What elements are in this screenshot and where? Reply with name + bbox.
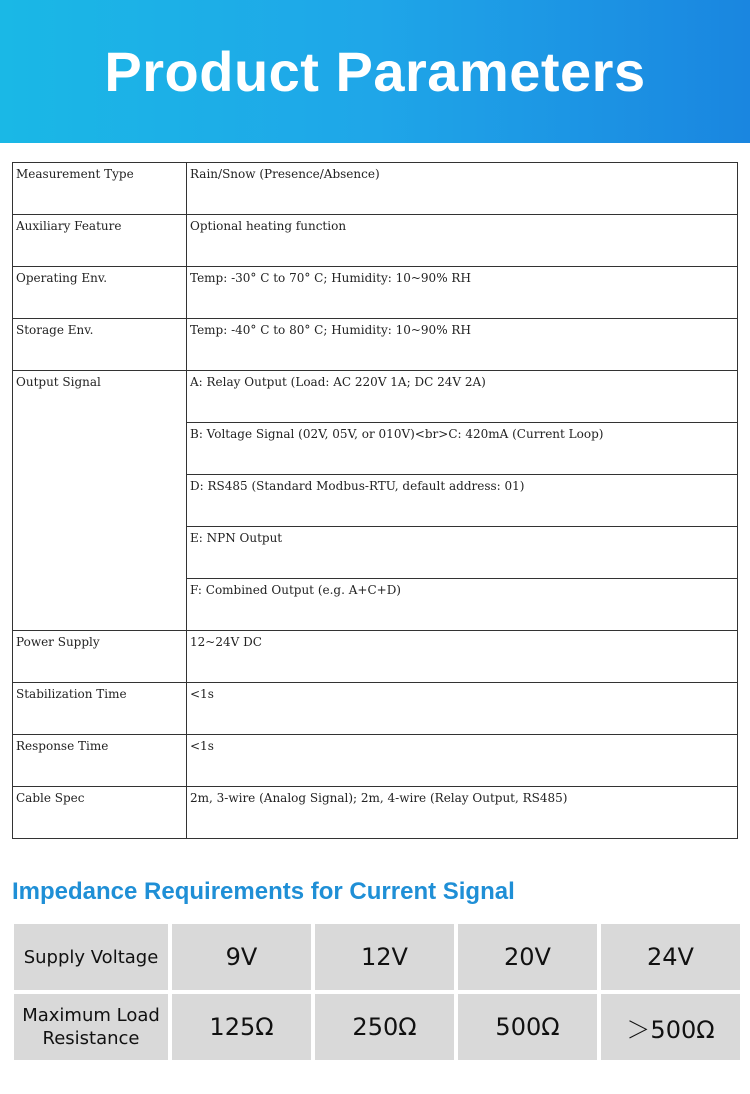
param-value: Rain/Snow (Presence/Absence) <box>187 163 738 215</box>
param-value: 2m, 3-wire (Analog Signal); 2m, 4-wire (Relay Output, RS485) <box>187 787 738 839</box>
param-value: Optional heating function <box>187 215 738 267</box>
param-value: Temp: -40° C to 80° C; Humidity: 10~90% RH <box>187 319 738 371</box>
param-value: 12~24V DC <box>187 631 738 683</box>
table-row <box>13 735 738 787</box>
param-value: <1s <box>187 683 738 735</box>
table-row <box>13 319 738 371</box>
param-value: E: NPN Output <box>187 527 738 579</box>
header-banner <box>0 0 750 143</box>
max-load-resistance-label <box>14 994 168 1060</box>
table-row <box>13 371 738 423</box>
param-value: D: RS485 (Standard Modbus-RTU, default address: 01) <box>187 475 738 527</box>
impedance-section-title: Impedance Requirements for Current Signal <box>12 878 515 905</box>
voltage-cell: 24V <box>601 924 740 990</box>
label-line: Maximum Load <box>22 1005 160 1026</box>
table-row <box>14 994 740 1060</box>
param-label: Operating Env. <box>13 267 187 319</box>
table-row <box>13 683 738 735</box>
param-value: <1s <box>187 735 738 787</box>
table-row <box>13 631 738 683</box>
param-label: Stabilization Time <box>13 683 187 735</box>
param-value: B: Voltage Signal (02V, 05V, or 010V)<br>C: 420mA (Current Loop) <box>187 423 738 475</box>
param-label: Storage Env. <box>13 319 187 371</box>
param-value: F: Combined Output (e.g. A+C+D) <box>187 579 738 631</box>
supply-voltage-label: Supply Voltage <box>14 924 168 990</box>
table-row <box>14 924 740 990</box>
parameters-table <box>12 162 738 839</box>
table-row <box>13 267 738 319</box>
resistance-cell: 500Ω <box>458 994 597 1060</box>
param-value: A: Relay Output (Load: AC 220V 1A; DC 24V 2A) <box>187 371 738 423</box>
resistance-cell: 250Ω <box>315 994 454 1060</box>
label-line: Resistance <box>42 1028 140 1049</box>
voltage-cell: 9V <box>172 924 311 990</box>
param-label: Output Signal <box>13 371 187 631</box>
resistance-cell: 125Ω <box>172 994 311 1060</box>
table-row <box>13 787 738 839</box>
resistance-cell: ＞500Ω <box>601 994 740 1060</box>
param-label: Measurement Type <box>13 163 187 215</box>
table-row <box>13 163 738 215</box>
table-row <box>13 215 738 267</box>
param-label: Auxiliary Feature <box>13 215 187 267</box>
param-label: Response Time <box>13 735 187 787</box>
param-value: Temp: -30° C to 70° C; Humidity: 10~90% RH <box>187 267 738 319</box>
param-label: Power Supply <box>13 631 187 683</box>
param-label: Cable Spec <box>13 787 187 839</box>
impedance-table <box>10 920 744 1064</box>
voltage-cell: 12V <box>315 924 454 990</box>
page-title: Product Parameters <box>104 40 646 103</box>
voltage-cell: 20V <box>458 924 597 990</box>
